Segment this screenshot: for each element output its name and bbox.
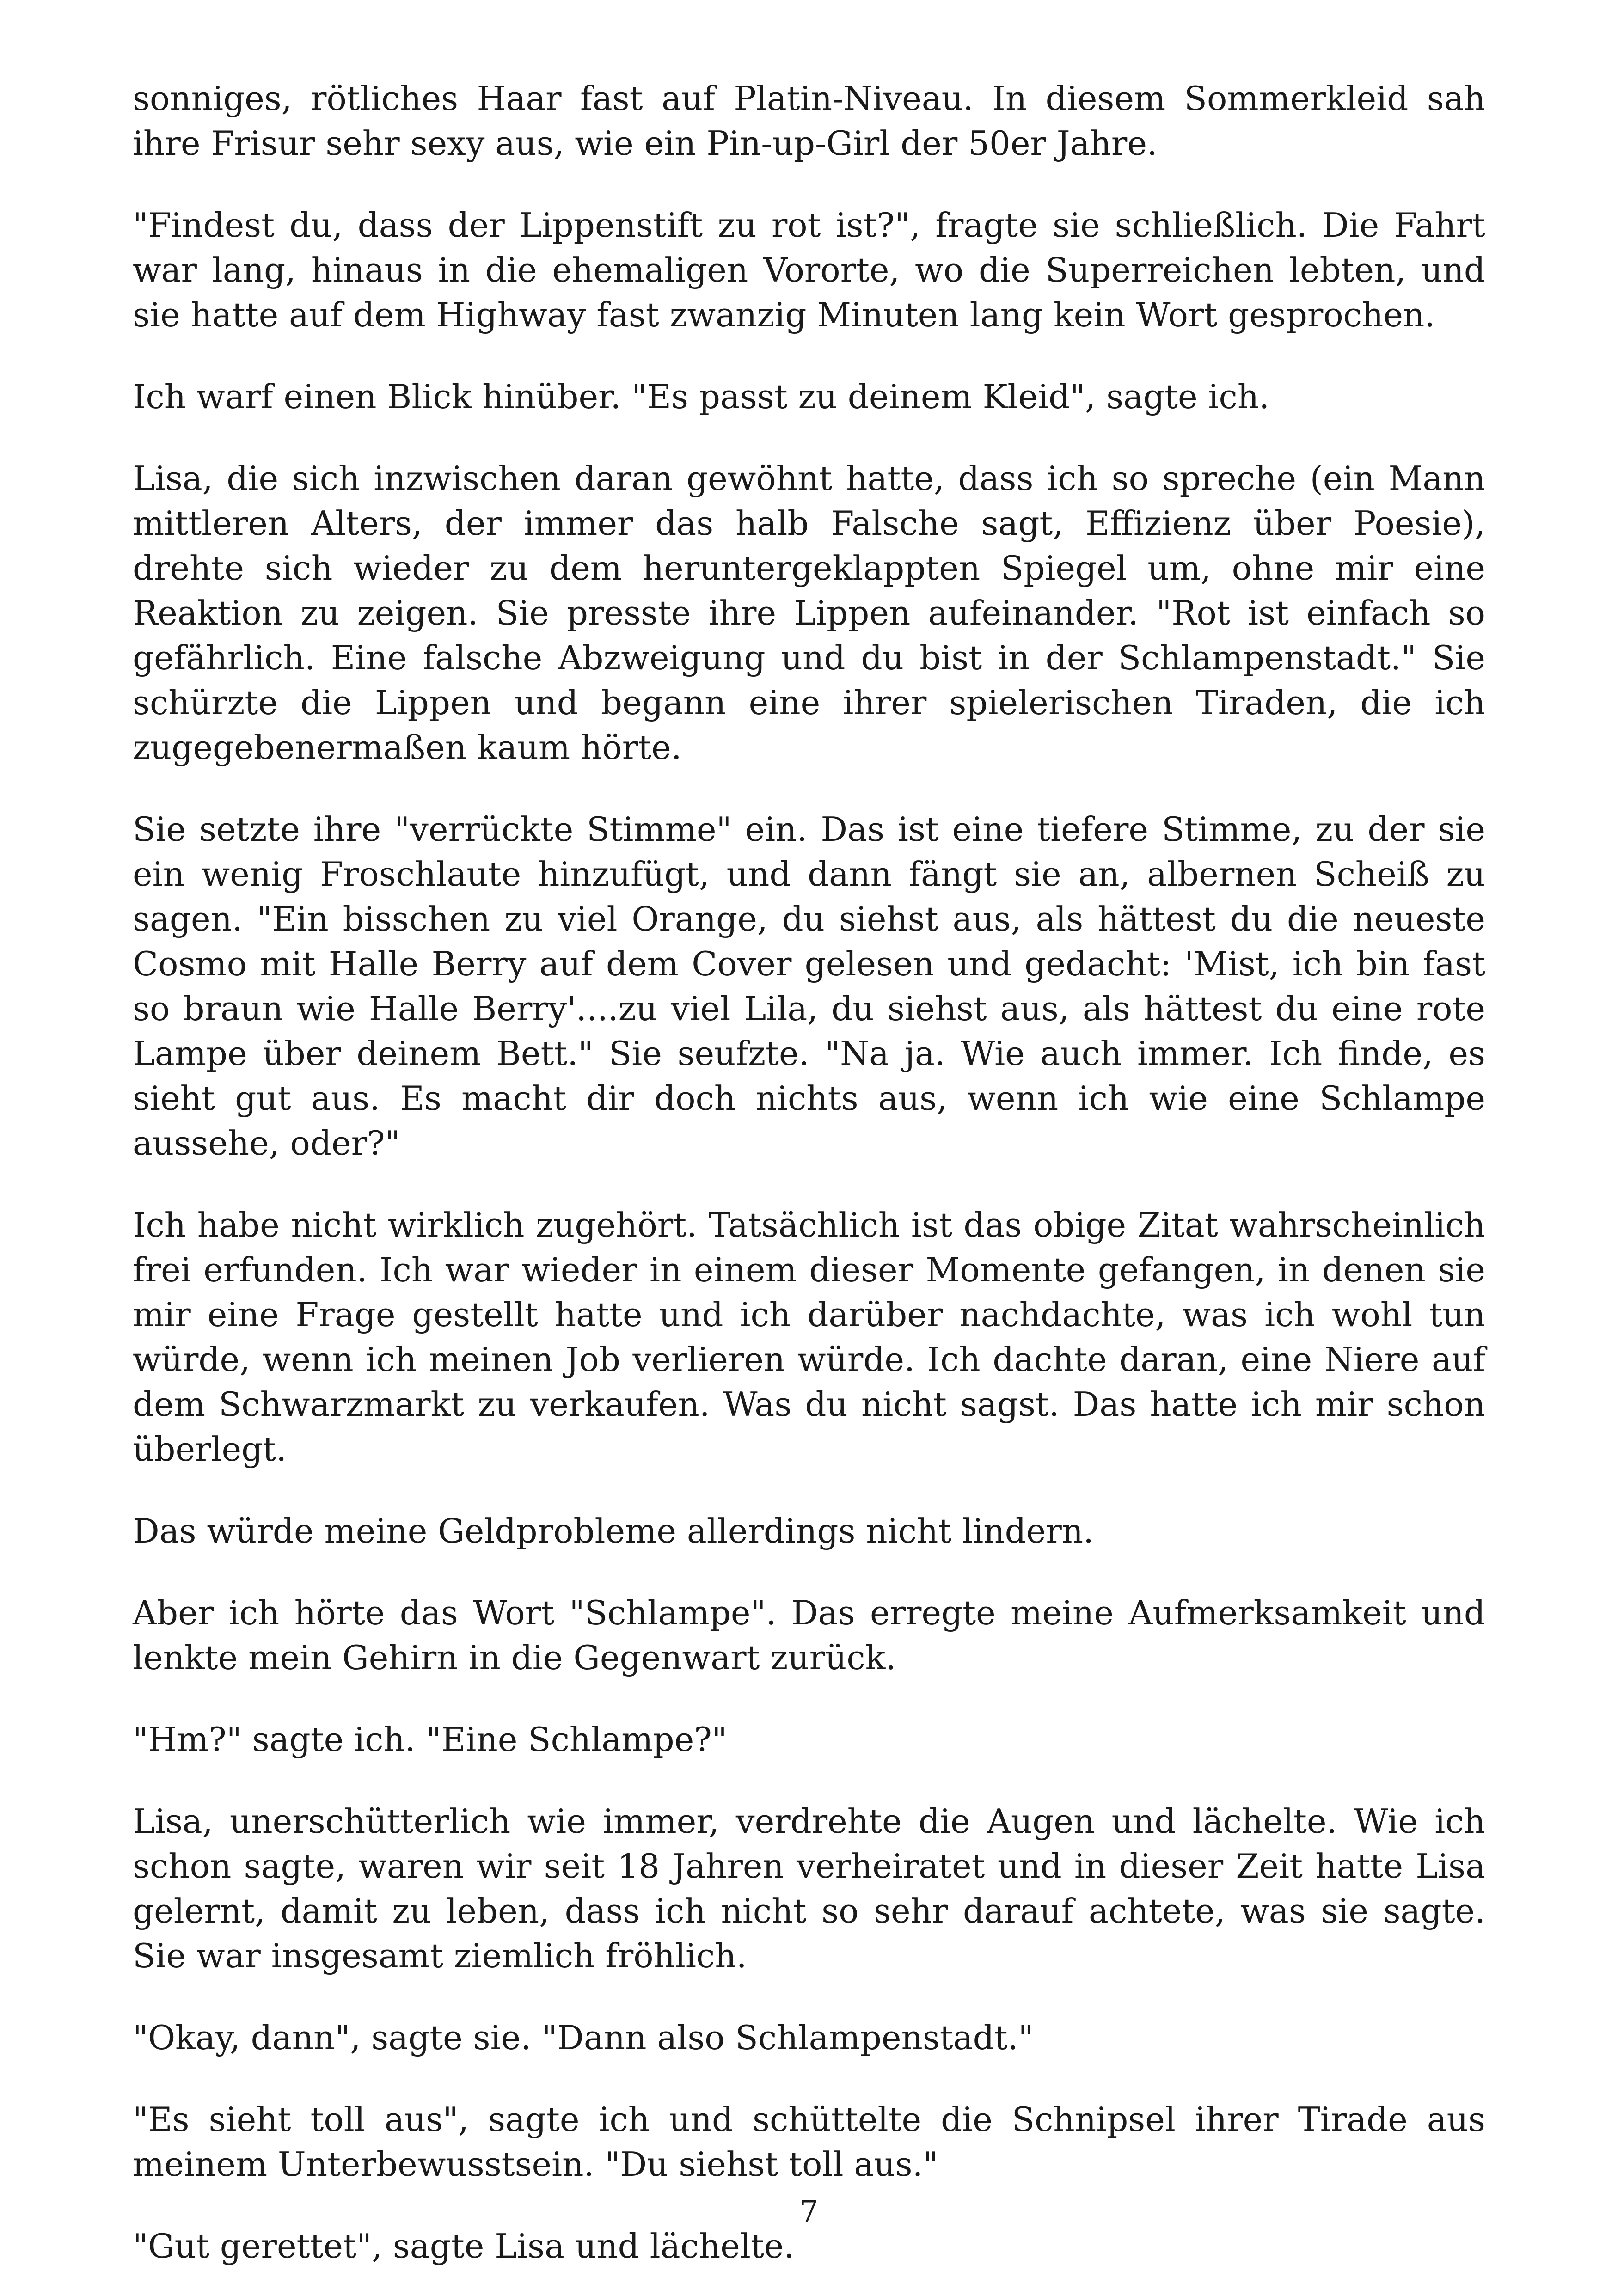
paragraph: "Gut gerettet", sagte Lisa und lächelte.: [133, 2227, 795, 2265]
page-number: 7: [799, 2195, 819, 2229]
paragraph: "Es sieht toll aus", sagte ich und schüttelte die Schnipsel ihrer Tirade aus meinem Unterbewusstsein. "Du siehst toll aus.": [133, 2100, 1485, 2184]
paragraph: Lisa, die sich inzwischen daran gewöhnt hatte, dass ich so spreche (ein Mann mittleren Alters, der immer das halb Falsche sagt, Effizienz über Poesie), drehte sich wieder zu dem heruntergeklappten Spiegel um, ohne mir eine Reaktion zu zeigen. Sie presste ihre Lippen aufeinander. "Rot ist einfach so gefährlich. Eine falsche Abzweigung und du bist in der Schlampenstadt." Sie schürzte die Lippen und begann eine ihrer spielerischen Tiraden, die ich zugegebenermaßen kaum hörte.: [133, 459, 1485, 767]
paragraph: Aber ich hörte das Wort "Schlampe". Das erregte meine Aufmerksamkeit und lenkte mein Gehirn in die Gegenwart zurück.: [133, 1593, 1485, 1677]
paragraph: Lisa, unerschütterlich wie immer, verdrehte die Augen und lächelte. Wie ich schon sagte, waren wir seit 18 Jahren verheiratet und in dieser Zeit hatte Lisa gelernt, damit zu leben, dass ich nicht so sehr darauf achtete, was sie sagte. Sie war insgesamt ziemlich fröhlich.: [133, 1802, 1485, 1975]
page-body: [133, 76, 1485, 2269]
paragraph: "Okay, dann", sagte sie. "Dann also Schlampenstadt.": [133, 2018, 1034, 2057]
paragraph: Sie setzte ihre "verrückte Stimme" ein. Das ist eine tiefere Stimme, zu der sie ein wenig Froschlaute hinzufügt, und dann fängt sie an, albernen Scheiß zu sagen. "Ein bisschen zu viel Orange, du siehst aus, als hättest du die neueste Cosmo mit Halle Berry auf dem Cover gelesen und gedacht: 'Mist, ich bin fast so braun wie Halle Berry'....zu viel Lila, du siehst aus, als hättest du eine rote Lampe über deinem Bett." Sie seufzte. "Na ja. Wie auch immer. Ich finde, es sieht gut aus. Es macht dir doch nichts aus, wenn ich wie eine Schlampe aussehe, oder?": [133, 810, 1485, 1163]
paragraph: Das würde meine Geldprobleme allerdings nicht lindern.: [133, 1512, 1094, 1550]
paragraph: "Findest du, dass der Lippenstift zu rot ist?", fragte sie schließlich. Die Fahrt war lang, hinaus in die ehemaligen Vororte, wo die Superreichen lebten, und sie hatte auf dem Highway fast zwanzig Minuten lang kein Wort gesprochen.: [133, 206, 1485, 334]
paragraph: "Hm?" sagte ich. "Eine Schlampe?": [133, 1720, 727, 1759]
paragraph: Ich habe nicht wirklich zugehört. Tatsächlich ist das obige Zitat wahrscheinlich frei erfunden. Ich war wieder in einem dieser Momente gefangen, in denen sie mir eine Frage gestellt hatte und ich darüber nachdachte, was ich wohl tun würde, wenn ich meinen Job verlieren würde. Ich dachte daran, eine Niere auf dem Schwarzmarkt zu verkaufen. Was du nicht sagst. Das hatte ich mir schon überlegt.: [133, 1206, 1485, 1469]
paragraph: Ich warf einen Blick hinüber. "Es passt zu deinem Kleid", sagte ich.: [133, 377, 1270, 416]
paragraph: sonniges, rötliches Haar fast auf Platin-Niveau. In diesem Sommerkleid sah ihre Frisur sehr sexy aus, wie ein Pin-up-Girl der 50er Jahre.: [133, 79, 1485, 163]
